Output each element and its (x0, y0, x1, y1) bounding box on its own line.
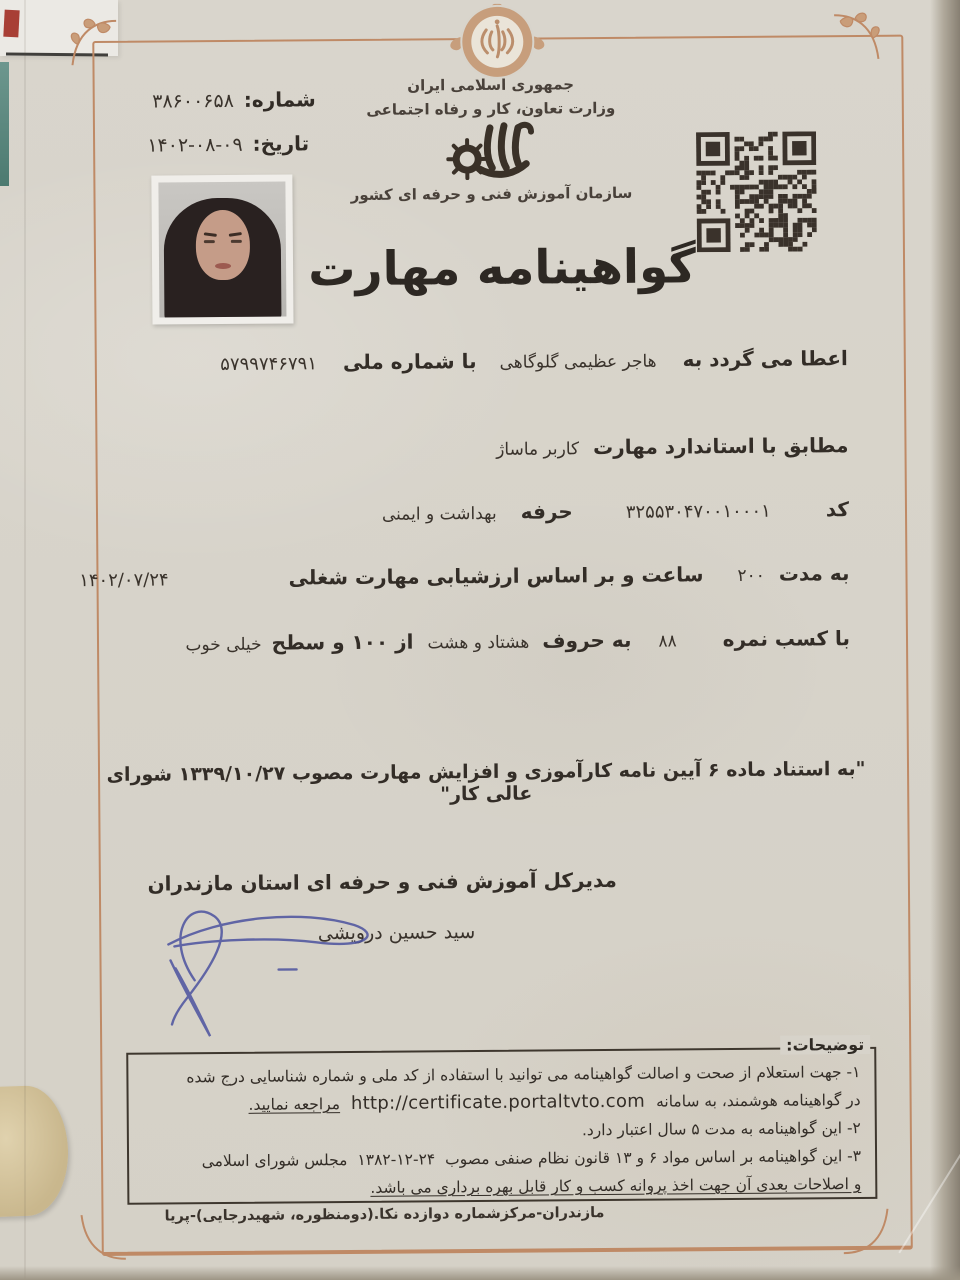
recipient-name: هاجر عظیمی گلوگاهی (499, 351, 657, 373)
verification-url: http://certificate.portaltvto.com (350, 1090, 646, 1115)
score-words-label: به حروف (542, 627, 632, 653)
standard-value: کاربر ماساژ (496, 439, 580, 460)
scan-shadow-right (930, 0, 960, 1280)
evaluation-basis-label: ساعت و بر اساس ارزشیابی مهارت شغلی (288, 562, 704, 590)
score-value: ۸۸ (658, 631, 677, 652)
notes-header: توضیحات: (780, 1035, 870, 1055)
handwritten-signature-icon (130, 883, 391, 1045)
scan-shadow-bottom (0, 1266, 960, 1280)
note-1-suffix: مراجعه نمایید. (248, 1095, 341, 1114)
note-3-part-a: ۳- این گواهینامه بر اساس مواد ۶ و ۱۳ قانون نظام صنفی مصوب (445, 1147, 862, 1169)
issuing-center-line: مازندران-مرکزشماره دوازده نکا.(دومنظوره، شهیدرجایی)-پریا (164, 1205, 605, 1225)
profession-value: بهداشت و ایمنی (381, 503, 497, 525)
issue-date-row (147, 131, 309, 156)
note-3-line-2: و اصلاحات بعدی آن جهت اخذ پروانه کسب و کار قابل بهره برداری می باشد. (370, 1175, 862, 1197)
header-ministry: وزارت تعاون، کار و رفاه اجتماعی (366, 98, 616, 119)
grant-line (220, 346, 848, 375)
notes-box (126, 1034, 877, 1205)
tvto-gear-logo-icon (446, 117, 542, 180)
header-country: جمهوری اسلامی ایران (407, 75, 575, 95)
serial-value: ۳۸۶۰۰۶۵۸ (152, 89, 234, 113)
standard-label: مطابق با استاندارد مهارت (592, 433, 849, 460)
date-label: تاریخ: (252, 131, 310, 156)
national-id-value: ۵۷۹۹۷۴۶۷۹۱ (220, 353, 318, 376)
duration-label: به مدت (778, 561, 850, 586)
code-value: ۳۲۵۵۳۰۴۷۰۰۱۰۰۰۱ (625, 500, 771, 523)
verification-qr-code (696, 131, 817, 252)
code-line (382, 497, 849, 525)
serial-label: شماره: (243, 87, 316, 112)
signatory-title: مدیرکل آموزش فنی و حرفه ای استان مازندران (147, 867, 617, 896)
score-scale-label: از ۱۰۰ و سطح (271, 629, 414, 655)
code-label: کد (825, 497, 850, 522)
header-organization: سازمان آموزش فنی و حرفه ای کشور (350, 183, 633, 205)
standard-line (496, 433, 849, 460)
date-value: ۱۴۰۲-۰۸-۰۹ (147, 133, 243, 157)
evaluation-date: ۱۴۰۲/۰۷/۲۴ (79, 569, 169, 592)
score-words-value: هشتاد و هشت (427, 632, 530, 654)
profession-label: حرفه (520, 499, 573, 524)
iran-national-emblem-icon (440, 0, 555, 85)
note-3-approval-date: ۱۳۸۲-۱۲-۲۴ (357, 1150, 436, 1169)
corner-ornament-top-left (66, 15, 118, 67)
note-3-part-b: مجلس شورای اسلامی (201, 1151, 348, 1171)
corner-ornament-top-right (832, 9, 884, 61)
score-level-value: خیلی خوب (185, 634, 262, 656)
certificate-title: گواهینامه مهارت (308, 239, 697, 298)
note-1-line-1: ۱- جهت استعلام از صحت و اصالت گواهینامه می توانید با استفاده از کد ملی و شماره شناسایی درج شده (186, 1063, 861, 1087)
note-2: ۲- این گواهینامه به مدت ۵ سال اعتبار دارد. (581, 1119, 861, 1140)
hours-value: ۲۰۰ (737, 565, 765, 586)
national-id-label: با شماره ملی (342, 349, 477, 375)
signatory-name: سید حسین درویشی (317, 921, 476, 945)
corner-ornament-bottom-right (841, 1207, 893, 1259)
corner-ornament-bottom-left (75, 1213, 127, 1265)
note-1-prefix: در گواهینامه هوشمند، به سامانه (655, 1091, 861, 1111)
score-label: با کسب نمره (722, 626, 851, 652)
legal-basis-line: "به استناد ماده ۶ آیین نامه کارآموزی و افزایش مهارت مصوب ۱۳۳۹/۱۰/۲۷ شورای عالی کار" (106, 757, 866, 806)
grant-label: اعطا می گردد به (682, 346, 848, 372)
